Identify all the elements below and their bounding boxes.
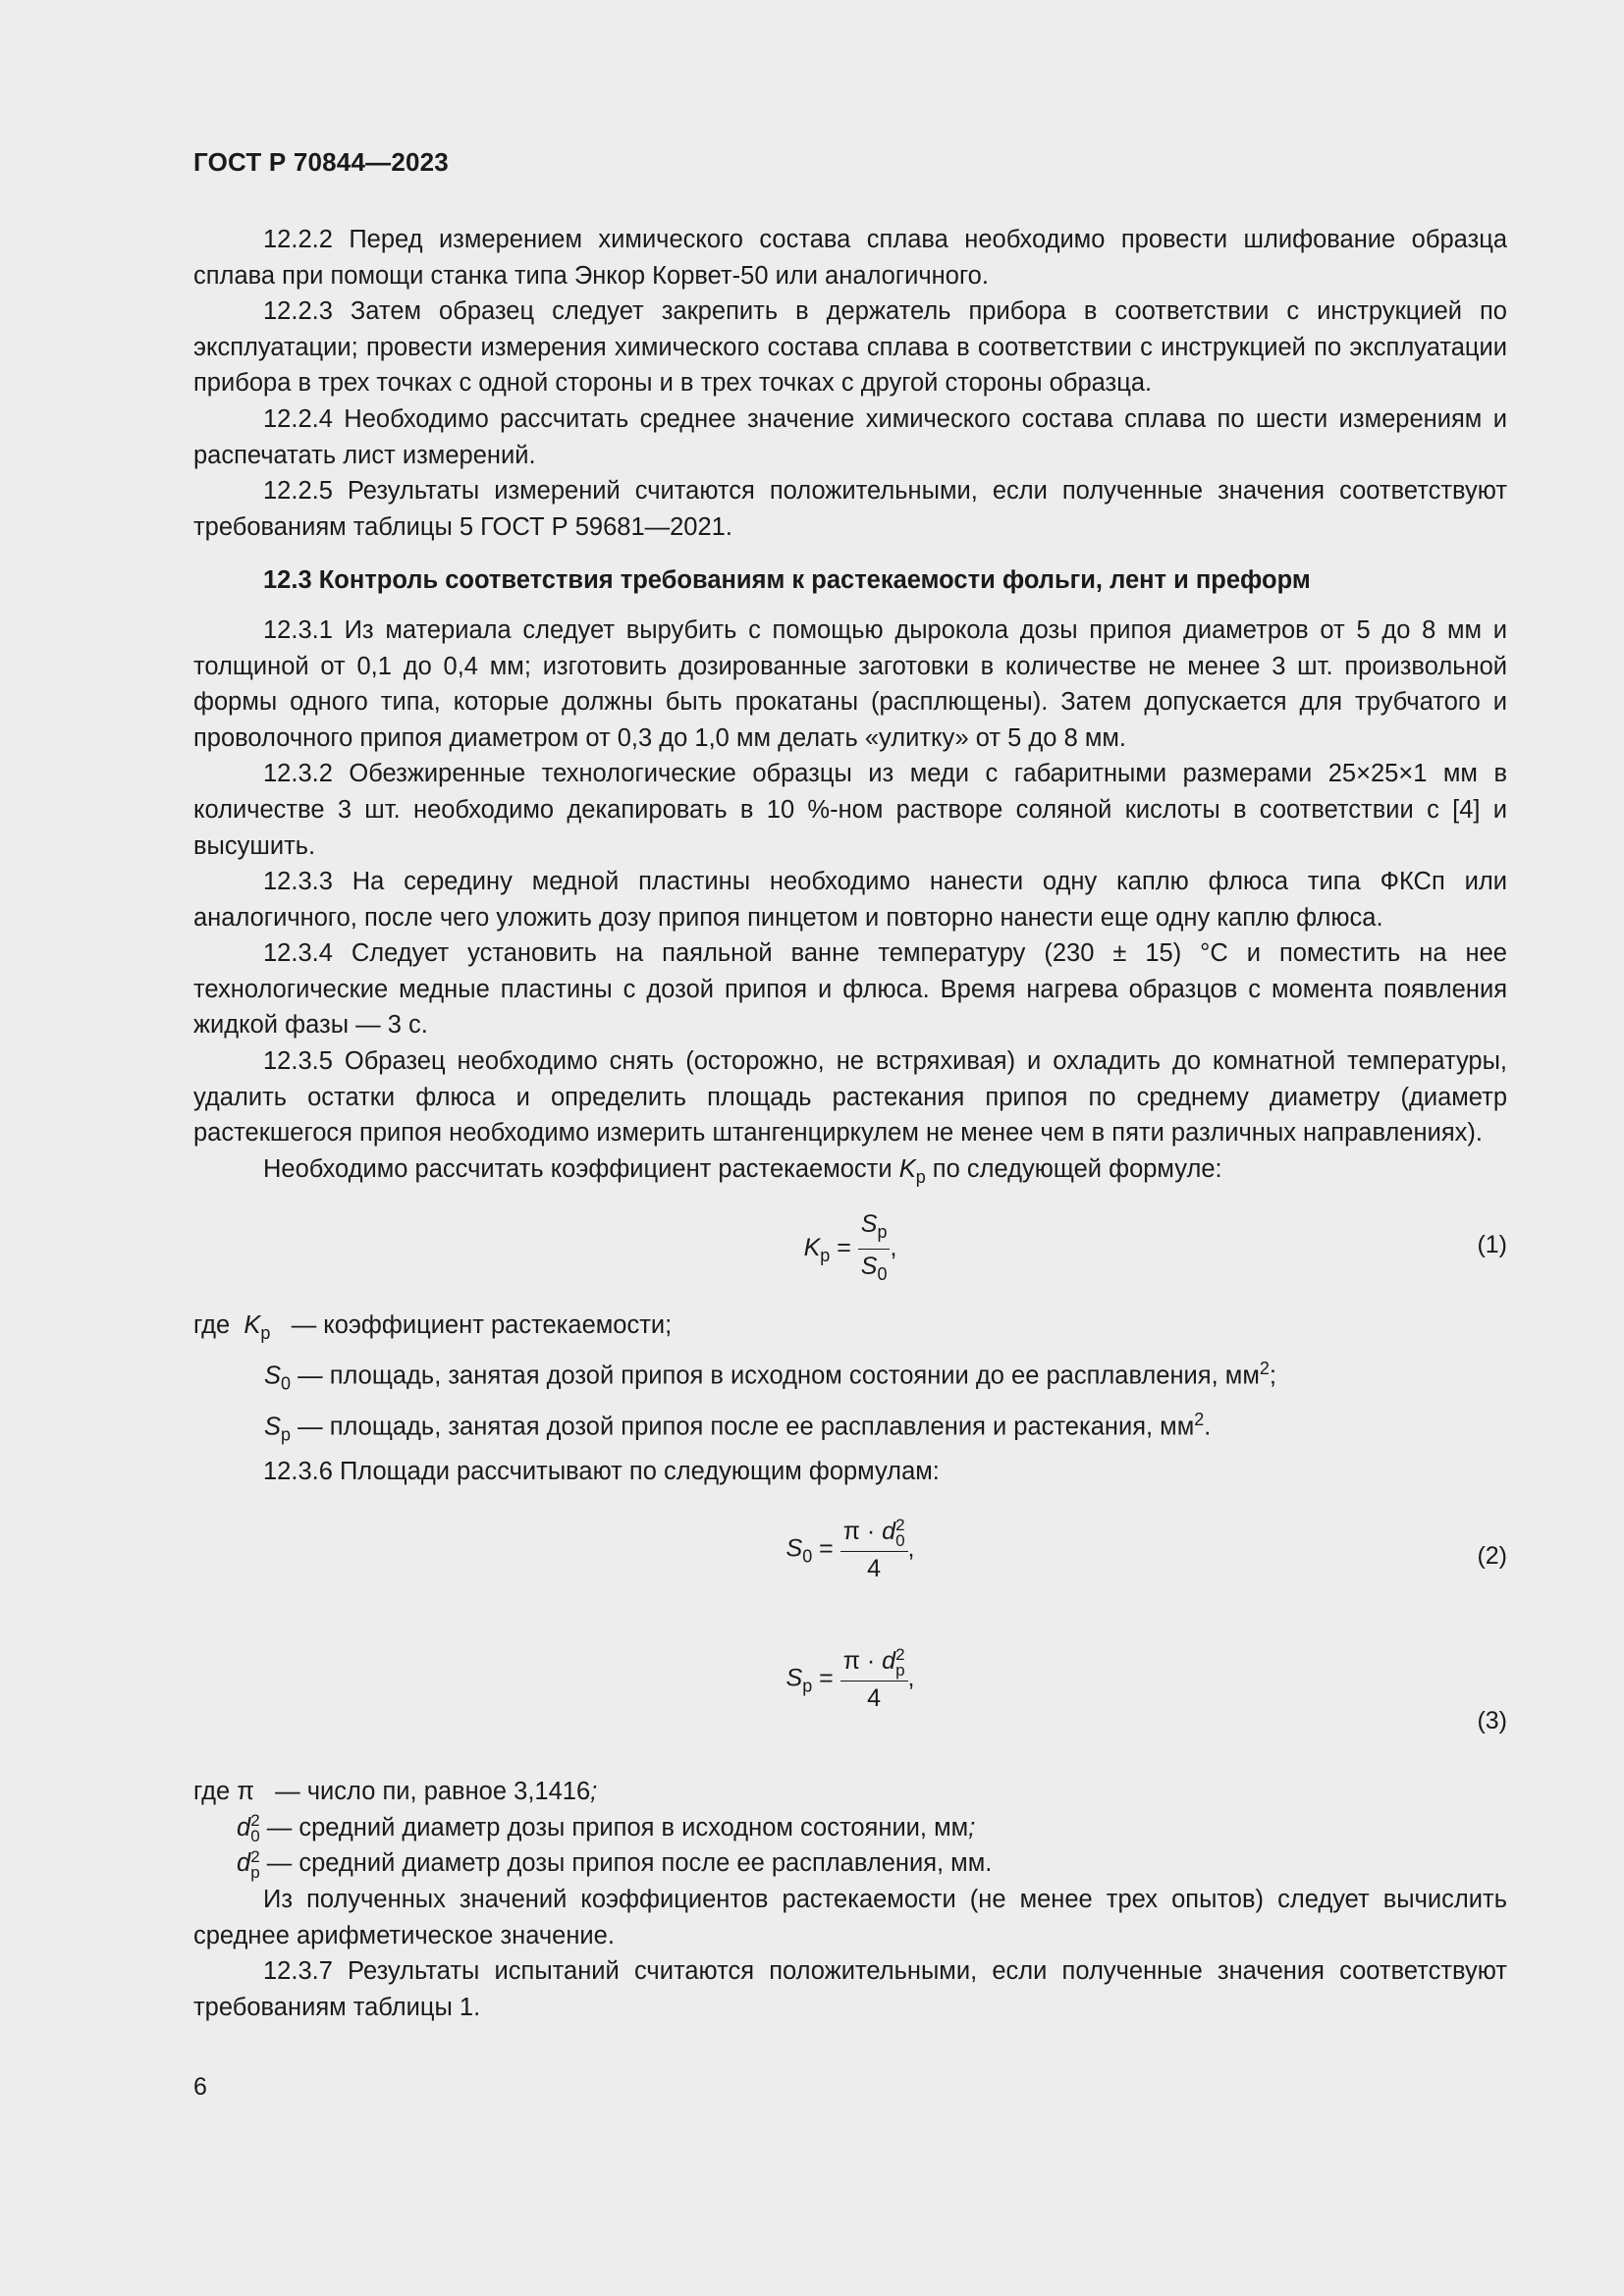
formula-3: $S_p$ = π · d 2 p 4 , (3) — [193, 1627, 1507, 1762]
definition-dp: d 2 p — средний диаметр дозы припоя после ее расплавления, мм. — [237, 1846, 993, 1882]
coefficient-intro: Необходимо рассчитать коэффициент растекаемости $K_p$ по следующей формуле: — [263, 1154, 1222, 1187]
formula-1: $K_p$ = $\frac{S_p}{S_0}$ , (1) — [193, 1201, 1507, 1296]
definitions-2 — [193, 1774, 1507, 1882]
paragraph-12-3-7: 12.3.7 Результаты испытаний считаются положительными, если полученные значения соответствуют требованиям таблицы 1. — [193, 1957, 1507, 2021]
formula-number-2: (2) — [1477, 1542, 1507, 1571]
fraction: π · d 2 0 4 — [840, 1517, 908, 1582]
paragraph-12-3-1: 12.3.1 Из материала следует вырубить с помощью дырокола дозы припоя диаметров от 5 до 8 мм и толщиной от 0,1 до 0,4 мм; изготовить дозированные заготовки в количестве не менее 3 шт. произвольной формы одного типа, которые должны быть прокатаны (расплющены). Затем допускается для трубчатого и проволочного припоя диаметром от 0,3 до 1,0 мм делать «улитку» от 5 до 8 мм. — [193, 615, 1507, 752]
definitions-1 — [193, 1308, 1507, 1454]
document-body — [193, 222, 1507, 2025]
page-number: 6 — [193, 2073, 207, 2101]
paragraph-average: Из полученных значений коэффициентов растекаемости (не менее трех опытов) следует вычислить среднее арифметическое значение. — [193, 1885, 1507, 1949]
definition-pi: где π — число пи, равное 3,1416; — [193, 1778, 598, 1806]
paragraph-12-2-3: 12.2.3 Затем образец следует закрепить в держатель прибора в соответствии с инструкцией по эксплуатации; провести измерения химического состава сплава в соответствии с инструкцией по эксплуатации прибора в трех точках с одной стороны и в трех точках с другой стороны образца. — [193, 297, 1507, 398]
paragraph-12-2-4: 12.2.4 Необходимо рассчитать среднее значение химического состава сплава по шести измерениям и распечатать лист измерений. — [193, 404, 1507, 469]
definition-s0: $S_0$ — площадь, занятая дозой припоя в исходном состоянии до ее расплавления, $мм^2$; — [264, 1359, 1276, 1394]
document-code-header: ГОСТ Р 70844—2023 — [193, 147, 449, 177]
paragraph-12-3-2: 12.3.2 Обезжиренные технологические образцы из меди с габаритными размерами 25×25×1 мм в количестве 3 шт. необходимо декапировать в 10 %-ном растворе соляной кислоты в соответствии с [4] и высушить. — [193, 760, 1507, 860]
definition-kp: где $K_p$ — коэффициент растекаемости; — [193, 1310, 673, 1343]
fraction: π · d 2 p 4 — [840, 1646, 908, 1712]
formula-number-1: (1) — [1477, 1230, 1507, 1258]
paragraph-12-3-3: 12.3.3 На середину медной пластины необходимо нанести одну каплю флюса типа ФКСп или аналогичного, после чего уложить дозу припоя пинцетом и повторно нанести еще одну каплю флюса. — [193, 868, 1507, 932]
paragraph-12-2-5: 12.2.5 Результаты измерений считаются положительными, если полученные значения соответствуют требованиям таблицы 5 ГОСТ Р 59681—2021. — [193, 477, 1507, 541]
formula-number-3: (3) — [1477, 1707, 1507, 1735]
definition-d0: d 2 0 — средний диаметр дозы припоя в исходном состоянии, мм; — [237, 1811, 976, 1846]
definition-sp: $S_p$ — площадь, занятая дозой припоя после ее расплавления и растекания, $мм^2$. — [264, 1410, 1212, 1445]
formula-2: $S_0$ = π · d 2 0 4 , (2) — [785, 1515, 1507, 1582]
section-heading-12-3: 12.3 Контроль соответствия требованиям к растекаемости фольги, лент и преформ — [263, 566, 1311, 595]
paragraph-12-3-6: 12.3.6 Площади рассчитывают по следующим формулам: — [263, 1457, 940, 1485]
paragraph-12-3-4: 12.3.4 Следует установить на паяльной ванне температуру (230 ± 15) °С и поместить на нее технологические медные пластины с дозой припоя и флюса. Время нагрева образцов с момента появления жидкой фазы — 3 с. — [193, 939, 1507, 1040]
paragraph-12-3-5: 12.3.5 Образец необходимо снять (осторожно, не встряхивая) и охладить до комнатной температуры, удалить остатки флюса и определить площадь растекания припоя по среднему диаметру (диаметр растекшегося припоя необходимо измерить штангенциркулем не менее чем в пяти различных направлениях). — [193, 1047, 1507, 1148]
paragraph-12-2-2: 12.2.2 Перед измерением химического состава сплава необходимо провести шлифование образца сплава при помощи станка типа Энкор Корвет-50 или аналогичного. — [193, 226, 1507, 290]
fraction: $\frac{S_p}{S_0}$ — [858, 1209, 891, 1289]
